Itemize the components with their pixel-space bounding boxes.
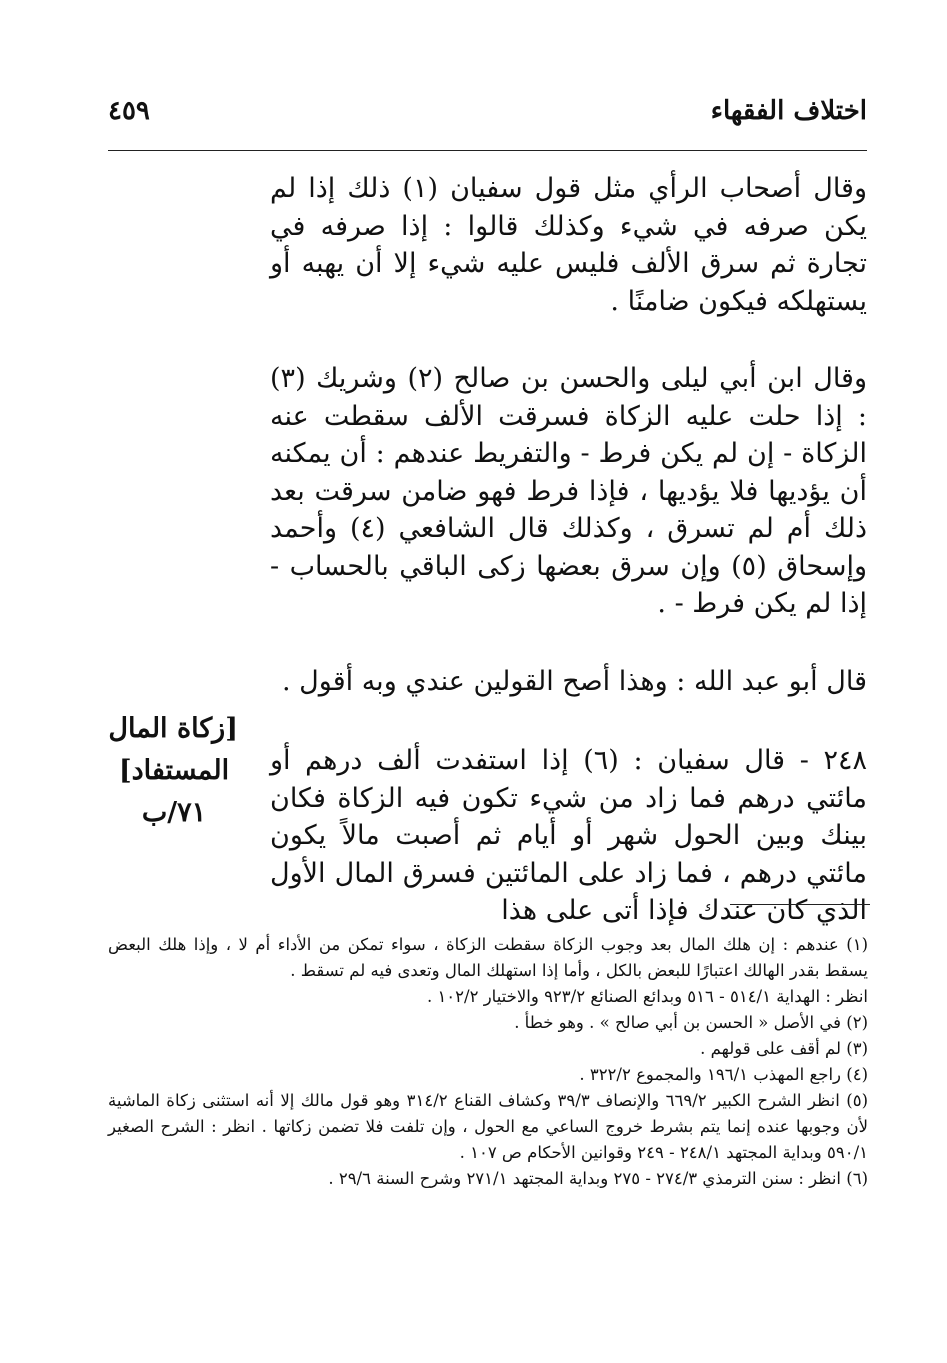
paragraph: وقال أصحاب الرأي مثل قول سفيان (١) ذلك إذا لم يكن صرفه في شيء وكذلك قالوا : إذا صرفه في تجارة ثم سرق الألف فليس عليه شيء إلا أن يهبه أو يستهلكه فيكون ضامنًا .: [270, 173, 867, 317]
footnote-rule: [730, 904, 870, 905]
header-rule: [108, 150, 867, 151]
page-header: [108, 96, 867, 146]
margin-note-line: ٧١/ب: [141, 797, 207, 828]
paragraph: ٢٤٨ - قال سفيان : (٦) إذا استفدت ألف درهم أو مائتي درهم فما زاد من شيء تكون فيه الزكاة فكان بينك وبين الحول شهر أو أيام ثم أصبت مالاً يكون مائتي درهم ، فما زاد على المائتين فسرق المال الأول الذي كان عندك فإذا أتى على هذا: [270, 745, 868, 926]
margin-note: [110, 708, 238, 834]
footnote: (٦) انظر : سنن الترمذي ٢٧٤/٣ - ٢٧٥ وبداية المجتهد ٢٧١/١ وشرح السنة ٢٩/٦ .: [328, 1169, 868, 1188]
footnote: (٥) انظر الشرح الكبير ٦٦٩/٢ والإنصاف ٣٩/٣ وكشاف القناع ٣١٤/٢ وهو قول مالك إلا أنه استثنى زكاة الماشية لأن وجوبها عنده إنما يتم بشرط خروج الساعي مع الحول ، وإن تلفت فلا تضمن زكاتها . انظر : الشرح الصغير ٥٩٠/١ وبداية المجتهد ٢٤٨/١ - ٢٤٩ وقوانين الأحكام ص ١٠٧ .: [108, 1091, 869, 1162]
page-number: ٤٥٩: [108, 96, 150, 126]
paragraph: قال أبو عبد الله : وهذا أصح القولين عندي وبه أقول .: [281, 665, 867, 697]
footnote: (١) عندهم : إن هلك المال بعد وجوب الزكاة سقطت الزكاة ، سواء تمكن من الأداء أم لا ، وإذا هلك البعض يسقط بقدر الهالك اعتبارًا للبعض بالكل ، وأما إذا استهلك المال وتعدى فيه لم تسقط .: [108, 935, 868, 980]
footnote: (٢) في الأصل « الحسن بن أبي صالح » . وهو خطأ .: [514, 1013, 868, 1032]
paragraph: وقال ابن أبي ليلى والحسن بن صالح (٢) وشريك (٣) : إذا حلت عليه الزكاة فسرقت الألف سقطت عنه الزكاة - إن لم يكن فرط - والتفريط عندهم : أن يمكنه أن يؤديها فلا يؤديها ، فإذا فرط فهو ضامن سرقت بعد ذلك أم لم تسرق ، وكذلك قال الشافعي (٤) وأحمد وإسحاق (٥) وإن سرق بعضها زكى الباقي بالحساب - إذا لم يكن فرط - .: [270, 363, 867, 619]
main-text: [270, 170, 867, 930]
footnote: (٣) لم أقف على قولهم .: [700, 1039, 868, 1058]
margin-note-line: المستفاد]: [118, 755, 230, 786]
running-title: اختلاف الفقهاء: [710, 96, 867, 126]
footnote: انظر : الهداية ٥١٤/١ - ٥١٦ وبدائع الصنائع ٩٢٣/٢ والاختيار ١٠٢/٢ .: [426, 987, 868, 1006]
footnotes: [108, 932, 868, 1192]
margin-note-line: [زكاة المال: [108, 713, 238, 744]
footnote: (٤) راجع المهذب ١٩٦/١ والمجموع ٣٢٢/٢ .: [579, 1065, 868, 1084]
